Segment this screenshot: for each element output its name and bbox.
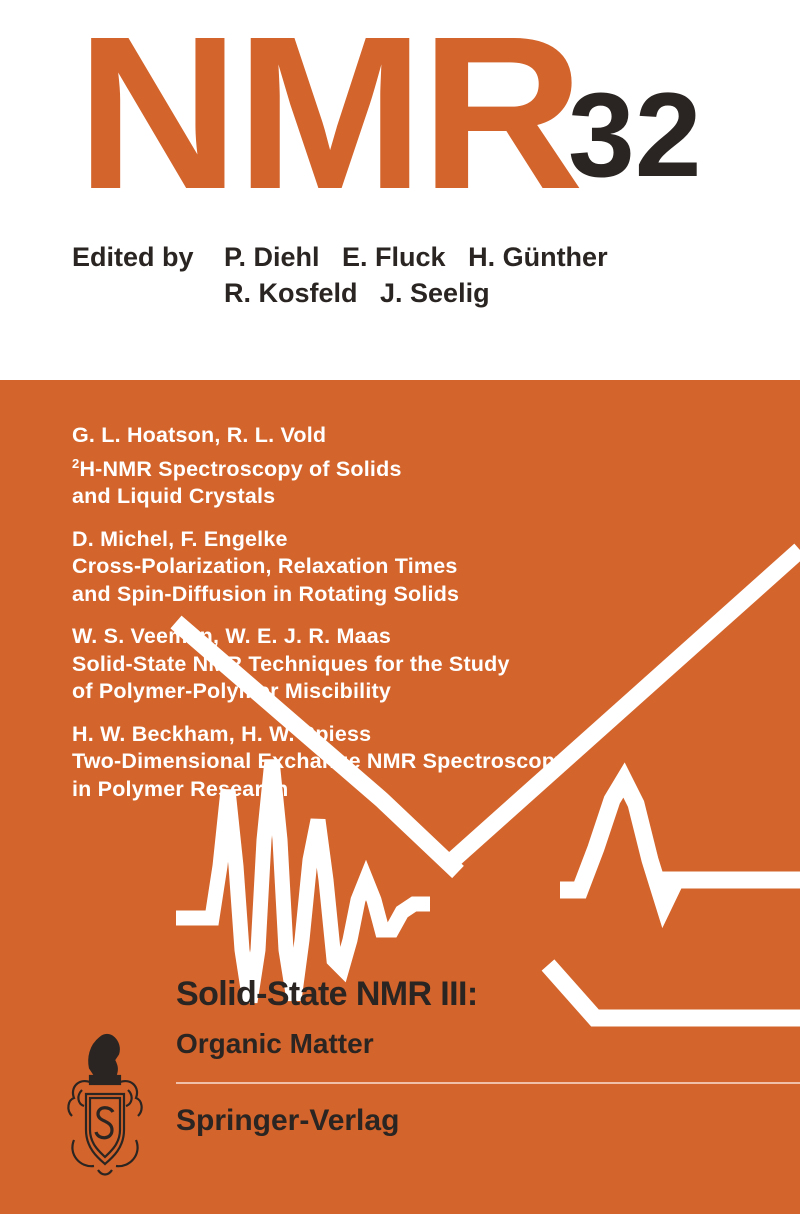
contribution-title-text: H-NMR Spectroscopy of Solids: [79, 456, 402, 481]
editors-line-1: P. Diehl E. Fluck H. Günther: [224, 242, 608, 272]
volume-subtitle: Organic Matter: [176, 1028, 374, 1059]
contribution-title-line: and Spin-Diffusion in Rotating Solids: [72, 581, 460, 606]
contribution-2: [72, 526, 567, 609]
contribution-4: [72, 721, 567, 804]
editors-label: Edited by: [72, 242, 194, 272]
contribution-authors: G. L. Hoatson, R. L. Vold: [72, 423, 327, 447]
divider-rule: [176, 1082, 800, 1084]
step-line: [548, 965, 800, 1018]
springer-knight-logo-icon: [60, 1030, 150, 1180]
contributions-list: [72, 422, 567, 818]
contribution-title-line: in Polymer Research: [72, 776, 289, 801]
contribution-title-line: Two-Dimensional Exchange NMR Spectroscopy: [72, 749, 568, 773]
contribution-title-line: [72, 450, 567, 484]
isotope-superscript: 2: [72, 455, 80, 471]
series-title: NMR: [76, 0, 580, 235]
contribution-title-line: of Polymer-Polymer Miscibility: [72, 679, 392, 703]
contribution-authors: H. W. Beckham, H. W. Spiess: [72, 721, 372, 746]
contribution-authors: D. Michel, F. Engelke: [72, 526, 288, 551]
publisher-name: Springer-Verlag: [176, 1104, 400, 1137]
volume-number: 32: [568, 68, 702, 202]
contribution-1: [72, 422, 567, 511]
spectrum-peak: [560, 780, 800, 905]
contribution-title-line: Cross-Polarization, Relaxation Times: [72, 554, 458, 578]
contribution-authors: W. S. Veeman, W. E. J. R. Maas: [72, 624, 392, 648]
contribution-title-line: Solid-State NMR Techniques for the Study: [72, 651, 510, 676]
editors-line-2: R. Kosfeld J. Seelig: [224, 278, 490, 308]
volume-title: Solid-State NMR III:: [176, 975, 478, 1013]
contribution-3: [72, 623, 567, 706]
contribution-title-line: and Liquid Crystals: [72, 484, 276, 508]
